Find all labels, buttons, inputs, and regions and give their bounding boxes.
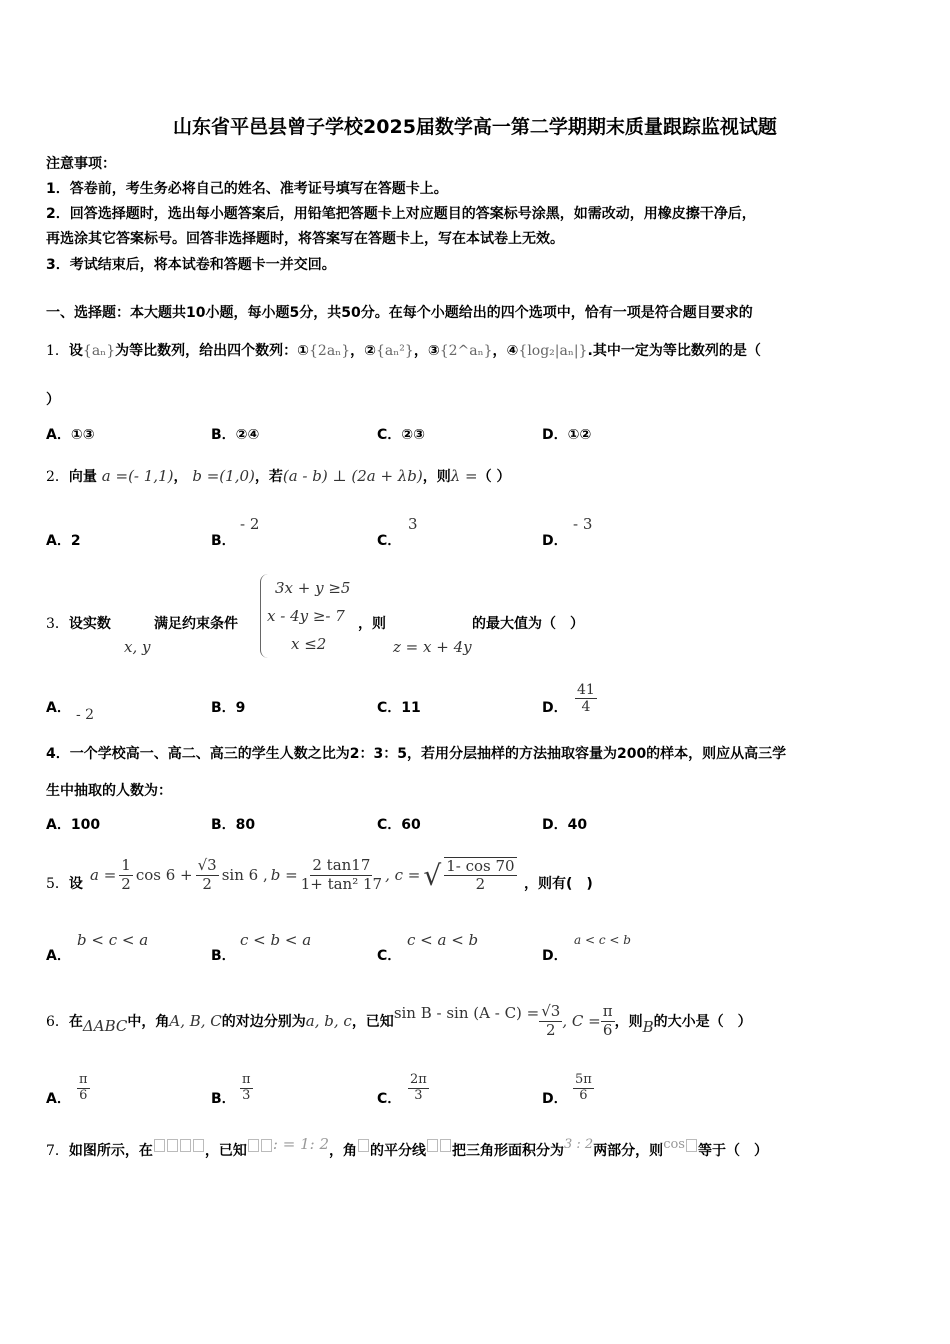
q6-option-c-fraction: $\frac{2\pi}{3}$ xyxy=(410,1072,427,1103)
q5-option-c-label: C． xyxy=(377,948,402,964)
q3-option-d-fraction: $\frac{41}{4}$ xyxy=(577,682,595,716)
q5-option-d-label: D． xyxy=(542,948,568,964)
q5-option-b-value: c < b < a xyxy=(240,931,312,949)
placeholder-ratio xyxy=(247,1135,273,1154)
q1-option-a: A．①③ xyxy=(46,427,95,443)
question-2: 2．向量 a =(- 1,1)， b =(1,0)，若(a - b) ⊥ (2a + λb)，则λ =（ ） xyxy=(46,467,511,485)
q2-option-d-label: D． xyxy=(542,533,568,549)
q4-option-b: B．80 xyxy=(211,817,256,833)
q3-option-a-label: A． xyxy=(46,700,71,716)
notice-item-3: 3．考试结束后，将本试卷和答题卡一并交回。 xyxy=(46,257,336,273)
question-3: 3．设实数 xyxy=(46,616,111,632)
q6-option-c-label: C． xyxy=(377,1091,402,1107)
math-sequence: {aₙ} xyxy=(82,343,116,359)
notice-heading: 注意事项： xyxy=(46,156,116,172)
math-objective: z = x + 4y xyxy=(393,638,472,656)
math-seq-4: {log₂|aₙ|} xyxy=(518,343,588,359)
q1-option-d: D．①② xyxy=(542,427,592,443)
q2-option-c-value: 3 xyxy=(408,515,418,533)
notice-item-2a: 2．回答选择题时，选出每小题答案后，用铅笔把答题卡上对应题目的答案标号涂黑，如需改动，用橡皮擦干净后， xyxy=(46,206,756,222)
q5-option-b-label: B． xyxy=(211,948,236,964)
q5-expression: a = $\frac{1}{2}$ cos 6 + $\frac{√3}{2}$ sin 6 , b = $\frac{2 \tan 17}{\text{1+ tan² 17}}$ , c = √ $\frac{1- \cos 70}{2}$ xyxy=(90,856,515,893)
q2-option-a: A．2 xyxy=(46,533,81,549)
q5-option-c-value: c < a < b xyxy=(407,931,479,949)
q6-option-b-fraction: $\frac{\pi}{3}$ xyxy=(242,1072,251,1103)
q2-option-d-value: - 3 xyxy=(573,515,593,533)
placeholder-triangle xyxy=(153,1135,205,1154)
question-number: 1． xyxy=(46,343,69,359)
q4-option-c: C．60 xyxy=(377,817,421,833)
q2-option-b-label: B． xyxy=(211,533,236,549)
page-title: 山东省平邑县曾子学校2025届数学高一第二学期期末质量跟踪监视试题 xyxy=(173,116,777,138)
notice-item-1: 1．答卷前，考生务必将自己的姓名、准考证号填写在答题卡上。 xyxy=(46,181,448,197)
constraint-system: 3x + y ≥5 x - 4y ≥- 7 x ≤2 xyxy=(260,574,350,658)
math-seq-1: {2aₙ} xyxy=(309,343,351,359)
q6-option-a-fraction: $\frac{\pi}{6}$ xyxy=(79,1072,88,1103)
math-vector-b: b =(1,0) xyxy=(192,467,255,485)
math-seq-2: {aₙ²} xyxy=(375,343,414,359)
q2-option-b-value: - 2 xyxy=(240,515,260,533)
question-1-close: ） xyxy=(46,392,60,408)
q6-option-d-label: D． xyxy=(542,1091,568,1107)
math-xy: x, y xyxy=(124,638,151,656)
question-1: 1．设{aₙ}为等比数列，给出四个数列：①{2aₙ}，②{aₙ²}，③{2^aₙ}，④{log₂|aₙ|}.其中一定为等比数列的是（ xyxy=(46,343,761,359)
question-4-line-1: 4．一个学校高一、高二、高三的学生人数之比为2：3：5，若用分层抽样的方法抽取容量为200的样本，则应从高三学 xyxy=(46,746,787,762)
q1-option-c: C．②③ xyxy=(377,427,425,443)
math-lambda: λ = xyxy=(450,467,478,485)
q6-option-d-fraction: $\frac{5\pi}{6}$ xyxy=(575,1072,592,1103)
question-4-line-2: 生中抽取的人数为： xyxy=(46,783,172,799)
q3-option-a-value: - 2 xyxy=(76,707,95,723)
q4-option-d: D．40 xyxy=(542,817,588,833)
math-condition: (a - b) ⊥ (2a + λb) xyxy=(282,467,423,485)
q5-option-d-value: a < c < b xyxy=(574,933,631,947)
math-vector-a: a =(- 1,1) xyxy=(101,467,174,485)
question-7: 7． 如图所示，在 ，已知 : = 1: 2 ，角 的平分线 把三角形面积分为 3 : 2 两部分，则 cos 等于（ ） xyxy=(46,1135,768,1159)
question-6: 6． 在 ΔABC 中，角 A, B, C 的对边分别为 a, b, c ，已知 sin B - sin (A - C) = $\frac{√3}{2}$ , C = $\frac{\pi}{6}$ ，则 B 的大小是（ ） xyxy=(46,1002,752,1039)
math-seq-3: {2^aₙ} xyxy=(439,343,493,359)
q1-option-b: B．②④ xyxy=(211,427,260,443)
question-5: 5．设 xyxy=(46,876,83,892)
q3-option-c: C．11 xyxy=(377,700,421,716)
q6-option-b-label: B． xyxy=(211,1091,236,1107)
q4-option-a: A．100 xyxy=(46,817,101,833)
q5-option-a-value: b < c < a xyxy=(77,931,149,949)
q5-option-a-label: A． xyxy=(46,948,71,964)
q6-option-a-label: A． xyxy=(46,1091,71,1107)
q2-option-c-label: C． xyxy=(377,533,402,549)
q3-option-b: B．9 xyxy=(211,700,246,716)
notice-item-2b: 再选涂其它答案标号。回答非选择题时，将答案写在答题卡上，写在本试卷上无效。 xyxy=(46,231,564,247)
q3-option-d-label: D． xyxy=(542,700,568,716)
section-heading: 一、选择题：本大题共10小题，每小题5分，共50分。在每个小题给出的四个选项中，恰有一项是符合题目要求的 xyxy=(46,305,753,321)
